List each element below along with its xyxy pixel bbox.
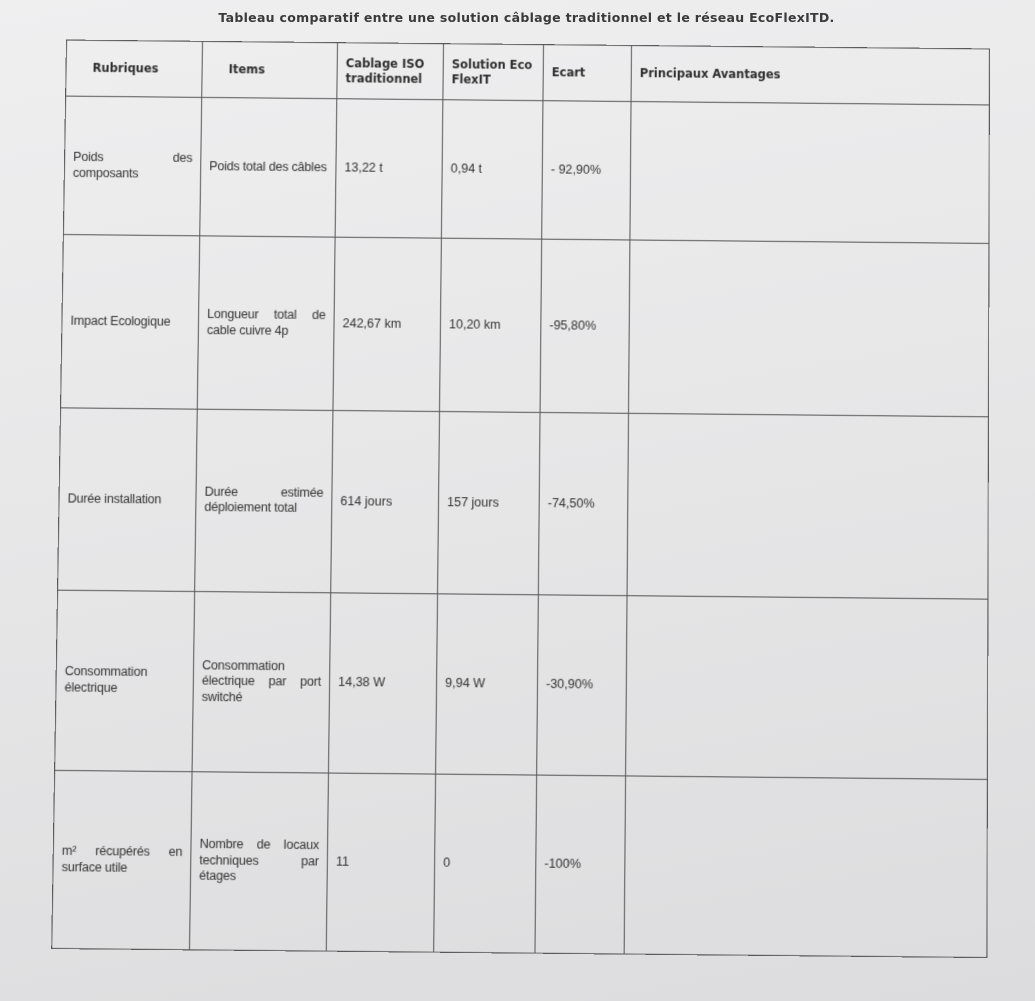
cell-rubrique: m² récupérés en surface utile [52,771,192,950]
cell-rubrique: Consommation électrique [55,590,195,772]
comparison-table-container [51,40,990,959]
cell-ecart-value: -95,80% [540,240,630,414]
document-title: Tableau comparatif entre une solution câblage traditionnel et le réseau EcoFlexITD. [218,10,835,25]
header-rubriques: Rubriques [66,40,203,97]
header-avantages: Principaux Avantages [631,45,989,104]
cell-ecart-value: -74,50% [538,413,628,596]
header-ecart: Ecart [543,45,632,102]
cell-iso-value: 242,67 km [333,238,441,412]
cell-rubrique: Poids des composants [63,96,201,236]
cell-item: Nombre de locaux techniques par étages [189,772,328,951]
header-solution-eco: Solution Eco FlexIT [443,44,544,101]
cell-ecart-value: - 92,90% [542,101,631,241]
header-cablage-iso: Cablage ISO traditionnel [337,43,444,100]
cell-avantages [624,776,987,957]
cell-iso-value: 614 jours [331,411,440,594]
table-row [52,771,988,958]
cell-eco-value: 157 jours [438,412,541,595]
cell-item: Longueur total de cable cuivre 4p [197,236,335,410]
cell-item: Poids total des câbles [200,97,337,237]
cell-avantages [629,240,989,416]
cell-eco-value: 9,94 W [436,594,539,776]
cell-ecart-value: -100% [535,775,626,954]
header-items: Items [202,41,338,98]
cell-iso-value: 13,22 t [335,99,443,239]
cell-item: Consommation électrique par port switché [192,591,331,773]
cell-eco-value: 0,94 t [441,100,543,240]
cell-ecart-value: -30,90% [537,595,627,777]
table-row [61,235,989,417]
cell-avantages [626,595,988,779]
cell-item: Durée estimée déploiement total [195,409,333,592]
cell-rubrique: Durée installation [58,408,198,591]
cell-eco-value: 0 [434,774,537,953]
table-header-row [66,40,990,105]
cell-avantages [630,102,989,244]
table-row [58,408,989,599]
cell-iso-value: 11 [326,773,435,952]
cell-avantages [627,413,988,598]
cell-eco-value: 10,20 km [440,239,542,413]
comparison-table [51,40,990,959]
cell-rubrique: Impact Ecologique [61,235,200,409]
table-row [55,590,988,780]
cell-iso-value: 14,38 W [328,593,437,775]
table-row [63,96,989,244]
